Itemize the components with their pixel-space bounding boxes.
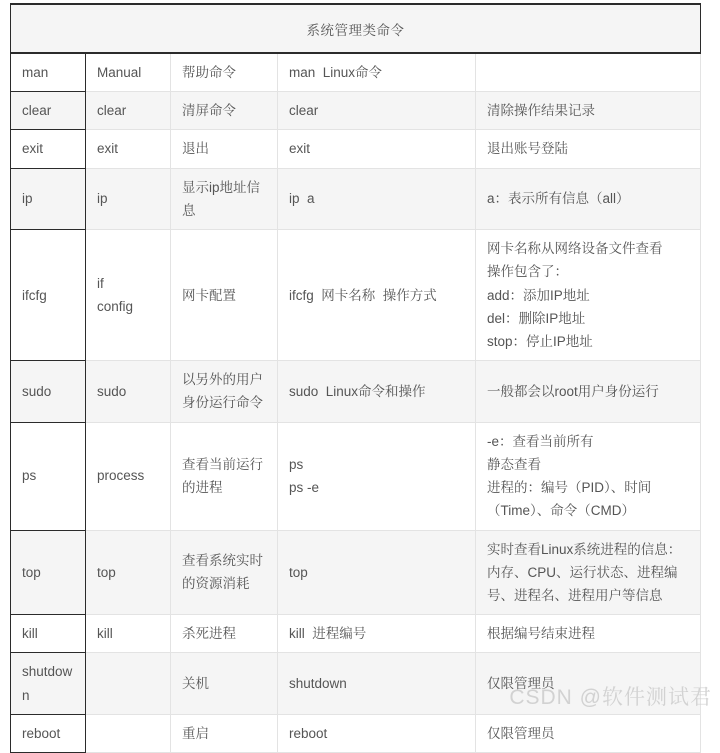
table-row — [11, 361, 701, 422]
cell-full_name — [86, 530, 171, 615]
table-caption-row — [11, 4, 701, 53]
cell-line: clear — [97, 103, 127, 119]
cell-line: 重启 — [182, 725, 209, 741]
cell-line: shutdown — [289, 675, 347, 691]
cell-line: ifcfg — [22, 287, 47, 303]
cell-purpose — [171, 361, 278, 422]
cell-line: ip — [97, 191, 108, 207]
cell-usage — [278, 361, 476, 422]
cell-line: sudo — [97, 383, 127, 399]
cell-line: -e：查看当前所有 — [487, 433, 594, 449]
cell-line: ps -e — [289, 480, 320, 496]
cell-line: 网卡名称从网络设备文件查看 — [487, 241, 663, 257]
cell-line: kill 进程编号 — [289, 626, 367, 642]
cell-note — [476, 130, 701, 168]
table-head — [11, 4, 701, 53]
cell-line: ip — [22, 191, 33, 207]
table-row — [11, 653, 701, 714]
cell-purpose — [171, 653, 278, 714]
cell-usage — [278, 615, 476, 653]
cell-line: 根据编号结束进程 — [487, 626, 595, 642]
cell-line: 网卡配置 — [182, 287, 236, 303]
cell-line: 查看系统实时的资源消耗 — [182, 553, 263, 592]
cell-usage — [278, 653, 476, 714]
cell-line: exit — [289, 141, 311, 157]
cell-line: clear — [22, 103, 52, 119]
cell-command — [11, 714, 86, 752]
table-row — [11, 130, 701, 168]
cell-line: top — [22, 564, 41, 580]
cell-line: exit — [22, 141, 44, 157]
cell-usage — [278, 53, 476, 92]
cell-note — [476, 53, 701, 92]
cell-line: 静态查看 — [487, 456, 541, 472]
cell-command — [11, 130, 86, 168]
cell-usage — [278, 530, 476, 615]
cell-line: top — [289, 564, 308, 580]
cell-command — [11, 92, 86, 130]
cell-command — [11, 422, 86, 530]
cell-command — [11, 230, 86, 361]
cell-purpose — [171, 530, 278, 615]
cell-command — [11, 615, 86, 653]
cell-line: 仅限管理员 — [487, 725, 555, 741]
cell-line: process — [97, 468, 145, 484]
cell-line: 以另外的用户身份运行命令 — [182, 372, 263, 411]
cell-line: ifcfg 网卡名称 操作方式 — [289, 287, 437, 303]
table-row — [11, 92, 701, 130]
cell-full_name — [86, 130, 171, 168]
cell-line: man — [22, 65, 49, 80]
cell-line: del：删除IP地址 — [487, 310, 586, 326]
cell-usage — [278, 130, 476, 168]
cell-full_name — [86, 361, 171, 422]
cell-line: ps — [289, 456, 304, 472]
cell-command — [11, 168, 86, 229]
cell-line: config — [97, 299, 134, 315]
cell-line: stop：停止IP地址 — [487, 333, 593, 349]
cell-note — [476, 653, 701, 714]
cell-purpose — [171, 53, 278, 92]
cell-full_name — [86, 53, 171, 92]
cell-line: 退出账号登陆 — [487, 141, 568, 157]
cell-line: （Time）、命令（CMD） — [487, 503, 635, 519]
cell-full_name — [86, 422, 171, 530]
cell-full_name — [86, 714, 171, 752]
cell-note — [476, 230, 701, 361]
cell-line: top — [97, 564, 116, 580]
cell-line: ip a — [289, 191, 315, 207]
cell-line: Manual — [97, 65, 142, 80]
cell-purpose — [171, 130, 278, 168]
cell-line: 仅限管理员 — [487, 675, 555, 691]
cell-line: a：表示所有信息（all） — [487, 191, 630, 207]
table-row — [11, 615, 701, 653]
cell-command — [11, 361, 86, 422]
cell-purpose — [171, 230, 278, 361]
table-row — [11, 530, 701, 615]
cell-line: exit — [97, 141, 119, 157]
cell-full_name — [86, 168, 171, 229]
cell-purpose — [171, 422, 278, 530]
cell-usage — [278, 230, 476, 361]
cell-full_name — [86, 92, 171, 130]
cell-purpose — [171, 714, 278, 752]
table-row — [11, 714, 701, 752]
cell-note — [476, 615, 701, 653]
cell-line: add：添加IP地址 — [487, 287, 590, 303]
cell-line: kill — [22, 626, 38, 642]
table-row — [11, 422, 701, 530]
cell-full_name — [86, 230, 171, 361]
cell-usage — [278, 714, 476, 752]
cell-command — [11, 653, 86, 714]
command-table-container — [10, 3, 700, 753]
cell-note — [476, 92, 701, 130]
cell-line: 显示ip地址信息 — [182, 179, 261, 218]
cell-line: man Linux命令 — [289, 65, 383, 80]
cell-line: ps — [22, 468, 37, 484]
cell-line: clear — [289, 103, 319, 119]
cell-line: sudo Linux命令和操作 — [289, 383, 426, 399]
cell-line: reboot — [22, 725, 61, 741]
table-row — [11, 168, 701, 229]
cell-line: kill — [97, 626, 113, 642]
cell-usage — [278, 168, 476, 229]
csdn-watermark: CSDN @软件测试君 — [509, 686, 712, 709]
cell-purpose — [171, 92, 278, 130]
cell-line: if — [97, 275, 104, 291]
cell-line: 实时查看Linux系统进程的信息：内存、CPU、运行状态、进程编号、进程名、进程用户等信息 — [487, 541, 682, 603]
system-management-commands-table — [10, 3, 701, 753]
cell-command — [11, 530, 86, 615]
cell-usage — [278, 92, 476, 130]
cell-note — [476, 361, 701, 422]
cell-usage — [278, 422, 476, 530]
table-row — [11, 230, 701, 361]
cell-line: 退出 — [182, 141, 209, 157]
cell-note — [476, 168, 701, 229]
cell-line: reboot — [289, 725, 328, 741]
cell-note — [476, 530, 701, 615]
table-body — [11, 53, 701, 753]
table-caption: 系统管理类命令 — [11, 4, 701, 53]
cell-line: 帮助命令 — [182, 65, 236, 80]
cell-full_name — [86, 653, 171, 714]
cell-note — [476, 714, 701, 752]
cell-note — [476, 422, 701, 530]
cell-line: 进程的：编号（PID）、时间 — [487, 480, 652, 496]
cell-line: 清屏命令 — [182, 103, 236, 119]
cell-line: 查看当前运行的进程 — [182, 456, 263, 496]
cell-full_name — [86, 615, 171, 653]
cell-command — [11, 53, 86, 92]
cell-purpose — [171, 615, 278, 653]
cell-line: 一般都会以root用户身份运行 — [487, 383, 659, 399]
cell-line: 关机 — [182, 675, 209, 691]
cell-line: shutdown — [22, 664, 73, 703]
table-row — [11, 53, 701, 92]
cell-purpose — [171, 168, 278, 229]
cell-line: sudo — [22, 383, 52, 399]
cell-line: 操作包含了： — [487, 264, 568, 280]
cell-line: 清除操作结果记录 — [487, 103, 595, 119]
cell-line: 杀死进程 — [182, 626, 236, 642]
